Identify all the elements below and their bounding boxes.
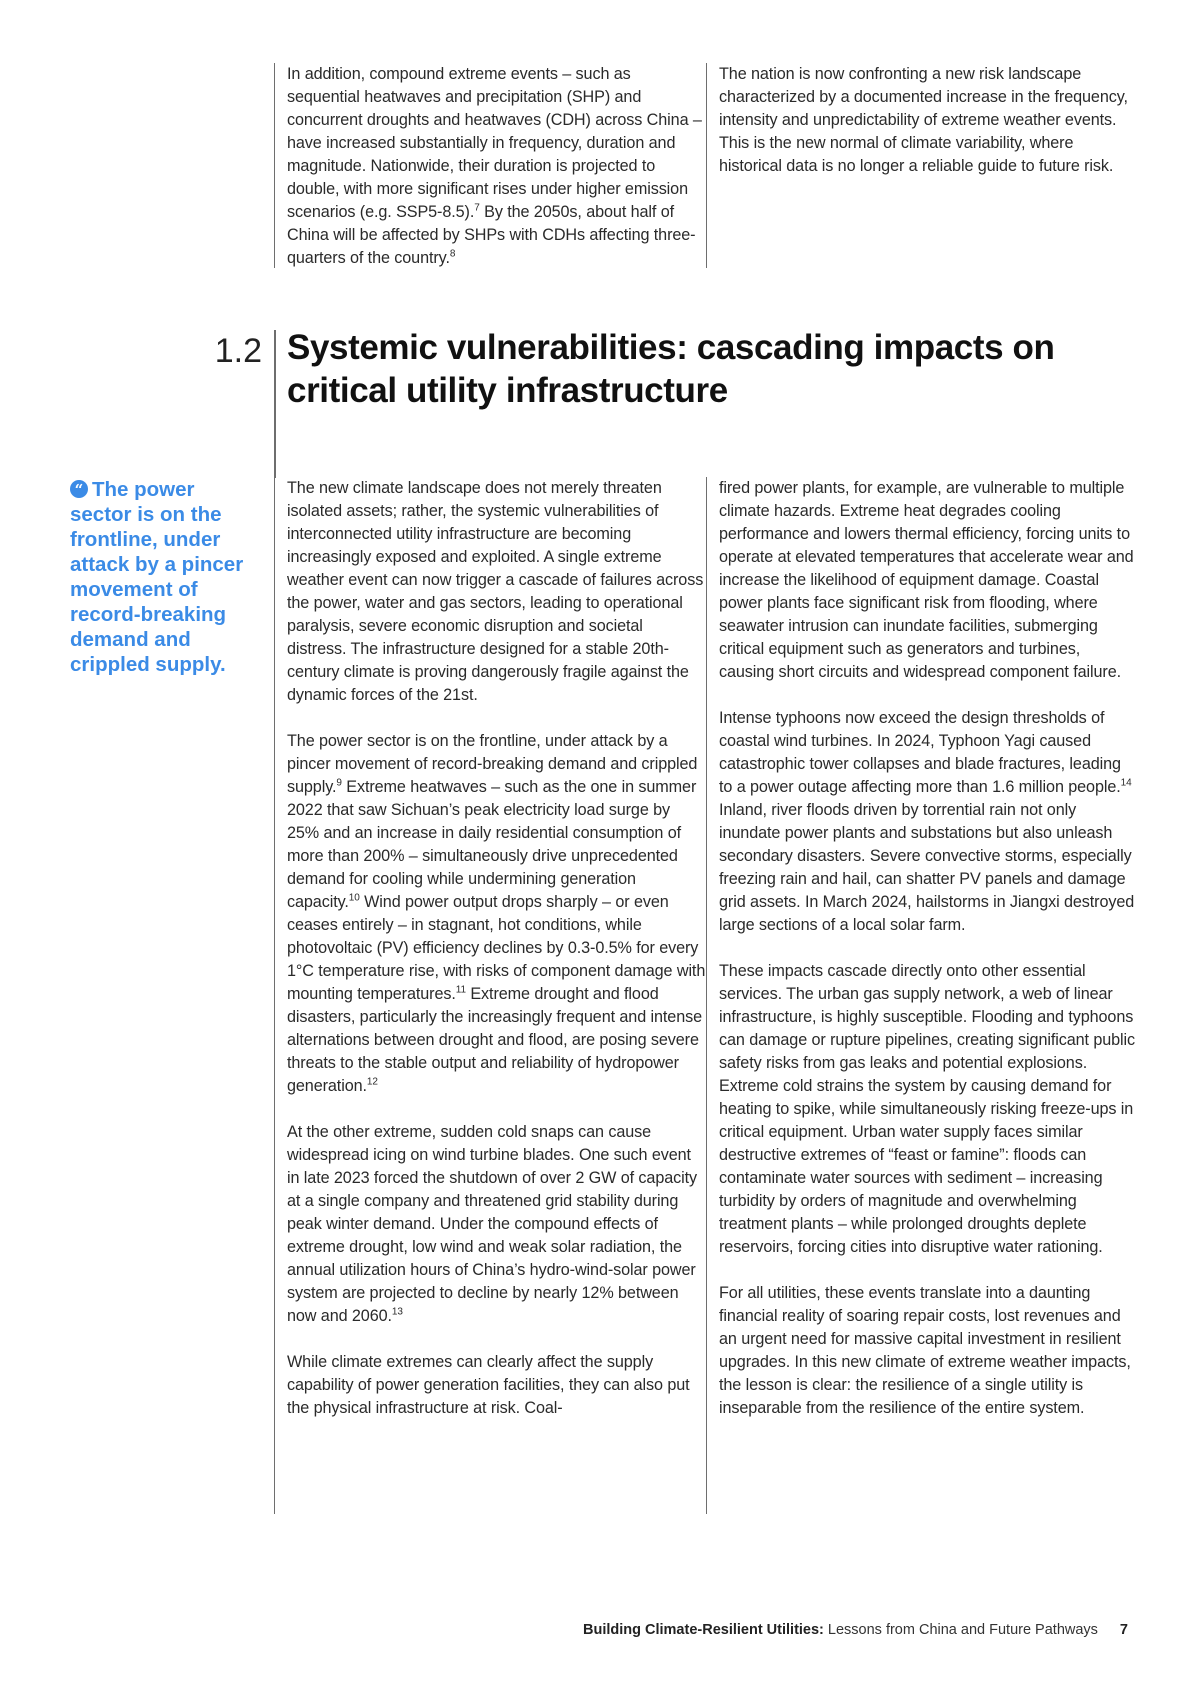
intro-left-column: [274, 63, 706, 268]
paragraph: At the other extreme, sudden cold snaps can cause widespread icing on wind turbine blades. One such event in late 2023 forced the shutdown of over 2 GW of capacity at a single company and threatened grid stability during peak winter demand. Under the compound effects of extreme drought, low wind and weak solar radiation, the annual utilization hours of China’s hydro-wind-solar power system are projected to decline by nearly 12% between now and 2060.13: [287, 1123, 698, 1325]
paragraph: While climate extremes can clearly affect the supply capability of power generation facilities, they can also put the physical infrastructure at risk. Coal-: [287, 1353, 690, 1417]
body-left-column: [274, 477, 706, 1514]
page-number: 7: [1119, 1622, 1128, 1638]
section-title: Systemic vulnerabilities: cascading impacts on critical utility infrastructure: [287, 328, 1055, 410]
footer-title-bold: Building Climate-Resilient Utilities:: [583, 1622, 824, 1638]
paragraph: For all utilities, these events translate into a daunting financial reality of soaring repair costs, lost revenues and an urgent need for massive capital investment in resilient upgrades. In this new climate of extreme weather impacts, the lesson is clear: the resilience of a single utility is inseparable from the resilience of the entire system.: [719, 1284, 1131, 1417]
heading-divider: [274, 330, 276, 478]
pull-quote: [70, 477, 255, 677]
paragraph: Intense typhoons now exceed the design thresholds of coastal wind turbines. In 2024, Typhoon Yagi caused catastrophic tower collapses and blade fractures, leading to a power outage affecting more than 1.6 million people.$^{14}$ Inland, river floods driven by torrential rain not only inundate power plants and substations but also unleash secondary disasters. Severe convective storms, especially freezing rain and hail, can shatter PV panels and damage grid assets. In March 2024, hailstorms in Jiangxi destroyed large sections of a local solar farm.: [719, 709, 1135, 934]
page-footer: [583, 1622, 1128, 1638]
paragraph: The power sector is on the frontline, under attack by a pincer movement of record-breaking demand and crippled supply.$^9$ Extreme heatwaves – such as the one in summer 2022 that saw Sichuan’s peak electricity load surge by 25% and an increase in daily residential consumption of more than 200% – simultaneously drive unprecedented demand for cooling while undermining generation capacity.$^{10}$ Wind power output drops sharply – or even ceases entirely – in stagnant, hot conditions, while photovoltaic (PV) efficiency declines by 0.3-0.5% for every 1°C temperature rise, with risks of component damage with mounting temperatures.$^{11}$ Extreme drought and flood disasters, particularly the increasingly frequent and intense alternations between drought and flood, are posing severe threats to the stable output and reliability of hydropower generation.$^{12}$: [287, 732, 706, 1095]
intro-right-column: [706, 63, 1138, 268]
paragraph: fired power plants, for example, are vulnerable to multiple climate hazards. Extreme heat degrades cooling performance and lowers thermal efficiency, forcing units to operate at elevated temperatures that accelerate wear and increase the likelihood of equipment damage. Coastal power plants face significant risk from flooding, where seawater intrusion can inundate facilities, submerging critical equipment such as generators and turbines, causing short circuits and widespread component failure.: [719, 479, 1134, 681]
footer-title-rest: Lessons from China and Future Pathways: [823, 1622, 1098, 1638]
quote-icon: “: [70, 480, 88, 498]
paragraph: The nation is now confronting a new risk landscape characterized by a documented increase in the frequency, intensity and unpredictability of extreme weather events. This is the new normal of climate variability, where historical data is no longer a reliable guide to future risk.: [719, 65, 1128, 175]
pull-quote-text: The power sector is on the frontline, under attack by a pincer movement of record-breaking demand and crippled supply.: [70, 478, 244, 676]
paragraph: In addition, compound extreme events – such as sequential heatwaves and precipitation (SHP) and concurrent droughts and heatwaves (CDH) across China – have increased substantially in frequency, duration and magnitude. Nationwide, their duration is projected to double, with more significant rises under higher emission scenarios (e.g. SSP5-8.5).$^7$ By the 2050s, about half of China will be affected by SHPs with CDHs affecting three-quarters of the country.$^8$: [287, 65, 702, 267]
body-right-column: [706, 477, 1138, 1514]
section-number: 1.2: [214, 332, 262, 370]
paragraph: The new climate landscape does not merely threaten isolated assets; rather, the systemic vulnerabilities of interconnected utility infrastructure are becoming increasingly exposed and exploited. A single extreme weather event can now trigger a cascade of failures across the power, water and gas sectors, leading to operational paralysis, severe economic disruption and societal distress. The infrastructure designed for a stable 20th-century climate is proving dangerously fragile against the dynamic forces of the 21st.: [287, 479, 704, 704]
paragraph: These impacts cascade directly onto other essential services. The urban gas supply network, a web of linear infrastructure, is highly susceptible. Flooding and typhoons can damage or rupture pipelines, creating significant public safety risks from gas leaks and potential explosions. Extreme cold strains the system by causing demand for heating to spike, while simultaneously risking freeze-ups in critical equipment. Urban water supply faces similar destructive extremes of “feast or famine”: floods can contaminate water sources with sediment – increasing turbidity by orders of magnitude and overwhelming treatment plants – while prolonged droughts deplete reservoirs, forcing cities into disruptive water rationing.: [719, 962, 1136, 1256]
